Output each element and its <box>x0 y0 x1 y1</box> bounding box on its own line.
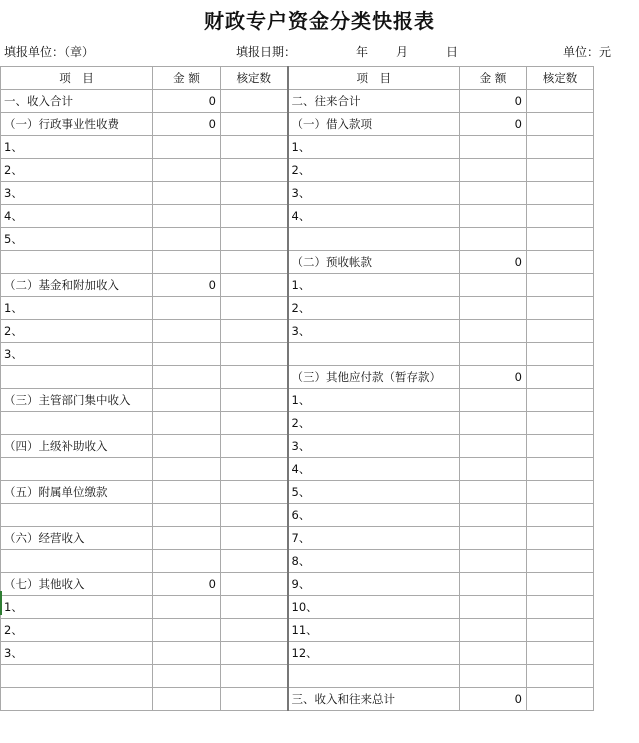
transfer-amount-cell[interactable] <box>460 573 527 596</box>
transfer-approved-cell[interactable] <box>527 205 594 228</box>
transfer-approved-cell[interactable] <box>527 619 594 642</box>
transfer-amount-cell[interactable] <box>460 642 527 665</box>
row-selection-marker <box>0 591 2 615</box>
transfer-item-cell[interactable]: 1、 <box>288 389 460 412</box>
transfer-amount-cell[interactable] <box>460 182 527 205</box>
table-row <box>1 90 594 113</box>
income-amount-cell[interactable]: 0 <box>153 90 221 113</box>
transfer-item-cell[interactable]: 3、 <box>288 320 460 343</box>
income-item-cell[interactable]: 一、收入合计 <box>1 90 153 113</box>
transfer-amount-cell[interactable] <box>460 527 527 550</box>
table-row <box>1 343 594 366</box>
table-row <box>1 389 594 412</box>
table-body <box>1 90 594 711</box>
transfer-amount-cell[interactable]: 0 <box>460 688 527 711</box>
transfer-approved-cell[interactable] <box>527 366 594 389</box>
transfer-item-cell[interactable]: 1、 <box>288 136 460 159</box>
transfer-amount-cell[interactable] <box>460 504 527 527</box>
income-item-cell[interactable] <box>1 458 153 481</box>
table-row <box>1 550 594 573</box>
reporting-unit-label: 填报单位：（章） <box>4 45 95 59</box>
transfer-item-cell[interactable]: 11、 <box>288 619 460 642</box>
income-item-cell[interactable]: （四）上级补助收入 <box>1 435 153 458</box>
income-item-cell[interactable] <box>1 688 153 711</box>
income-amount-cell[interactable] <box>153 458 221 481</box>
table-row <box>1 297 594 320</box>
header-row <box>1 67 594 90</box>
header-amount-left[interactable]: 金 额 <box>153 67 221 90</box>
transfer-item-cell[interactable]: 3、 <box>288 435 460 458</box>
transfer-approved-cell[interactable] <box>527 504 594 527</box>
transfer-amount-cell[interactable] <box>460 274 527 297</box>
transfer-item-cell[interactable]: （三）其他应付款（暂存款） <box>288 366 460 389</box>
transfer-item-cell[interactable]: 4、 <box>288 458 460 481</box>
transfer-item-cell[interactable]: （二）预收帐款 <box>288 251 460 274</box>
income-approved-cell[interactable] <box>221 435 288 458</box>
income-item-cell[interactable]: 3、 <box>1 182 153 205</box>
income-item-cell[interactable]: 2、 <box>1 159 153 182</box>
transfer-approved-cell[interactable] <box>527 343 594 366</box>
income-approved-cell[interactable] <box>221 688 288 711</box>
transfer-item-cell[interactable]: 4、 <box>288 205 460 228</box>
income-item-cell[interactable] <box>1 550 153 573</box>
transfer-approved-cell[interactable] <box>527 573 594 596</box>
table-row <box>1 596 594 619</box>
transfer-approved-cell[interactable] <box>527 458 594 481</box>
income-item-cell[interactable]: （七）其他收入 <box>1 573 153 596</box>
income-approved-cell[interactable] <box>221 228 288 251</box>
transfer-amount-cell[interactable]: 0 <box>460 366 527 389</box>
income-approved-cell[interactable] <box>221 90 288 113</box>
transfer-amount-cell[interactable] <box>460 389 527 412</box>
income-amount-cell[interactable] <box>153 412 221 435</box>
income-amount-cell[interactable] <box>153 251 221 274</box>
transfer-approved-cell[interactable] <box>527 274 594 297</box>
income-amount-cell[interactable] <box>153 619 221 642</box>
income-amount-cell[interactable] <box>153 205 221 228</box>
transfer-item-cell[interactable]: 12、 <box>288 642 460 665</box>
income-approved-cell[interactable] <box>221 159 288 182</box>
table-row <box>1 182 594 205</box>
report-table <box>0 66 594 711</box>
header-amount-right[interactable]: 金 额 <box>460 67 527 90</box>
income-approved-cell[interactable] <box>221 251 288 274</box>
header-item-right[interactable]: 项 目 <box>288 67 460 90</box>
income-approved-cell[interactable] <box>221 619 288 642</box>
transfer-amount-cell[interactable] <box>460 481 527 504</box>
transfer-item-cell[interactable]: 5、 <box>288 481 460 504</box>
transfer-approved-cell[interactable] <box>527 297 594 320</box>
table-row <box>1 274 594 297</box>
income-amount-cell[interactable] <box>153 527 221 550</box>
income-amount-cell[interactable] <box>153 159 221 182</box>
transfer-approved-cell[interactable] <box>527 389 594 412</box>
transfer-item-cell[interactable] <box>288 343 460 366</box>
transfer-amount-cell[interactable]: 0 <box>460 113 527 136</box>
income-item-cell[interactable]: （五）附属单位缴款 <box>1 481 153 504</box>
transfer-item-cell[interactable]: 7、 <box>288 527 460 550</box>
income-amount-cell[interactable] <box>153 389 221 412</box>
reporting-date-label: 填报日期： <box>236 45 297 59</box>
income-approved-cell[interactable] <box>221 596 288 619</box>
month-label: 月 <box>396 45 409 59</box>
income-amount-cell[interactable] <box>153 504 221 527</box>
transfer-amount-cell[interactable] <box>460 205 527 228</box>
transfer-approved-cell[interactable] <box>527 527 594 550</box>
income-approved-cell[interactable] <box>221 274 288 297</box>
income-amount-cell[interactable] <box>153 435 221 458</box>
table-row <box>1 159 594 182</box>
table-row <box>1 527 594 550</box>
transfer-amount-cell[interactable] <box>460 665 527 688</box>
income-item-cell[interactable]: 4、 <box>1 205 153 228</box>
transfer-approved-cell[interactable] <box>527 481 594 504</box>
income-amount-cell[interactable] <box>153 688 221 711</box>
transfer-amount-cell[interactable] <box>460 596 527 619</box>
income-approved-cell[interactable] <box>221 573 288 596</box>
transfer-amount-cell[interactable] <box>460 136 527 159</box>
transfer-approved-cell[interactable] <box>527 642 594 665</box>
income-item-cell[interactable]: 5、 <box>1 228 153 251</box>
income-approved-cell[interactable] <box>221 458 288 481</box>
table-row <box>1 412 594 435</box>
year-label: 年 <box>356 45 369 59</box>
income-amount-cell[interactable] <box>153 182 221 205</box>
income-approved-cell[interactable] <box>221 205 288 228</box>
transfer-amount-cell[interactable] <box>460 228 527 251</box>
transfer-amount-cell[interactable] <box>460 297 527 320</box>
table-row <box>1 205 594 228</box>
table-row <box>1 688 594 711</box>
transfer-item-cell[interactable]: 2、 <box>288 159 460 182</box>
transfer-item-cell[interactable]: 三、收入和往来总计 <box>288 688 460 711</box>
transfer-approved-cell[interactable] <box>527 412 594 435</box>
income-approved-cell[interactable] <box>221 113 288 136</box>
income-item-cell[interactable]: 2、 <box>1 619 153 642</box>
transfer-approved-cell[interactable] <box>527 90 594 113</box>
transfer-item-cell[interactable]: 二、往来合计 <box>288 90 460 113</box>
header-approved-right[interactable]: 核定数 <box>527 67 594 90</box>
income-amount-cell[interactable] <box>153 343 221 366</box>
income-amount-cell[interactable] <box>153 596 221 619</box>
income-item-cell[interactable] <box>1 366 153 389</box>
income-approved-cell[interactable] <box>221 642 288 665</box>
income-amount-cell[interactable] <box>153 665 221 688</box>
income-approved-cell[interactable] <box>221 136 288 159</box>
transfer-amount-cell[interactable]: 0 <box>460 251 527 274</box>
transfer-approved-cell[interactable] <box>527 182 594 205</box>
transfer-approved-cell[interactable] <box>527 228 594 251</box>
transfer-amount-cell[interactable] <box>460 435 527 458</box>
table-row <box>1 504 594 527</box>
income-approved-cell[interactable] <box>221 412 288 435</box>
transfer-amount-cell[interactable] <box>460 550 527 573</box>
income-amount-cell[interactable]: 0 <box>153 113 221 136</box>
income-approved-cell[interactable] <box>221 182 288 205</box>
income-item-cell[interactable]: 3、 <box>1 642 153 665</box>
income-amount-cell[interactable] <box>153 366 221 389</box>
income-item-cell[interactable]: （三）主管部门集中收入 <box>1 389 153 412</box>
income-item-cell[interactable]: （六）经营收入 <box>1 527 153 550</box>
header-approved-left[interactable]: 核定数 <box>221 67 288 90</box>
income-item-cell[interactable] <box>1 504 153 527</box>
table-row <box>1 481 594 504</box>
table-row <box>1 136 594 159</box>
income-item-cell[interactable] <box>1 665 153 688</box>
table-row <box>1 228 594 251</box>
income-approved-cell[interactable] <box>221 550 288 573</box>
transfer-item-cell[interactable]: 2、 <box>288 412 460 435</box>
table-row <box>1 320 594 343</box>
transfer-item-cell[interactable]: 8、 <box>288 550 460 573</box>
income-item-cell[interactable]: （二）基金和附加收入 <box>1 274 153 297</box>
income-approved-cell[interactable] <box>221 665 288 688</box>
reporting-date-fields <box>356 39 466 66</box>
transfer-amount-cell[interactable] <box>460 458 527 481</box>
income-item-cell[interactable]: （一）行政事业性收费 <box>1 113 153 136</box>
report-title: 财政专户资金分类快报表 <box>204 8 435 33</box>
transfer-amount-cell[interactable] <box>460 159 527 182</box>
income-approved-cell[interactable] <box>221 527 288 550</box>
income-approved-cell[interactable] <box>221 389 288 412</box>
income-item-cell[interactable]: 1、 <box>1 136 153 159</box>
transfer-approved-cell[interactable] <box>527 113 594 136</box>
transfer-amount-cell[interactable]: 0 <box>460 90 527 113</box>
transfer-amount-cell[interactable] <box>460 412 527 435</box>
income-approved-cell[interactable] <box>221 366 288 389</box>
income-approved-cell[interactable] <box>221 343 288 366</box>
table-row <box>1 458 594 481</box>
day-label: 日 <box>446 45 459 59</box>
transfer-item-cell[interactable] <box>288 665 460 688</box>
income-amount-cell[interactable] <box>153 550 221 573</box>
table-row <box>1 366 594 389</box>
income-approved-cell[interactable] <box>221 504 288 527</box>
income-amount-cell[interactable]: 0 <box>153 573 221 596</box>
transfer-item-cell[interactable]: 2、 <box>288 297 460 320</box>
table-row <box>1 573 594 596</box>
transfer-approved-cell[interactable] <box>527 550 594 573</box>
income-amount-cell[interactable] <box>153 228 221 251</box>
income-amount-cell[interactable]: 0 <box>153 274 221 297</box>
income-amount-cell[interactable] <box>153 642 221 665</box>
transfer-item-cell[interactable]: 6、 <box>288 504 460 527</box>
income-item-cell[interactable]: 3、 <box>1 343 153 366</box>
transfer-approved-cell[interactable] <box>527 688 594 711</box>
transfer-approved-cell[interactable] <box>527 665 594 688</box>
transfer-approved-cell[interactable] <box>527 596 594 619</box>
transfer-item-cell[interactable]: 10、 <box>288 596 460 619</box>
income-approved-cell[interactable] <box>221 481 288 504</box>
transfer-approved-cell[interactable] <box>527 435 594 458</box>
transfer-item-cell[interactable]: 1、 <box>288 274 460 297</box>
transfer-amount-cell[interactable] <box>460 619 527 642</box>
transfer-item-cell[interactable] <box>288 228 460 251</box>
income-item-cell[interactable]: 1、 <box>1 297 153 320</box>
transfer-approved-cell[interactable] <box>527 320 594 343</box>
table-row <box>1 435 594 458</box>
transfer-amount-cell[interactable] <box>460 320 527 343</box>
table-row <box>1 619 594 642</box>
transfer-item-cell[interactable]: 3、 <box>288 182 460 205</box>
currency-unit-label: 单位：元 <box>563 45 612 59</box>
income-approved-cell[interactable] <box>221 320 288 343</box>
income-item-cell[interactable]: 1、 <box>1 596 153 619</box>
income-amount-cell[interactable] <box>153 136 221 159</box>
transfer-approved-cell[interactable] <box>527 136 594 159</box>
income-approved-cell[interactable] <box>221 297 288 320</box>
transfer-approved-cell[interactable] <box>527 251 594 274</box>
income-amount-cell[interactable] <box>153 297 221 320</box>
table-row <box>1 251 594 274</box>
transfer-approved-cell[interactable] <box>527 159 594 182</box>
income-item-cell[interactable] <box>1 412 153 435</box>
transfer-item-cell[interactable]: （一）借入款项 <box>288 113 460 136</box>
transfer-item-cell[interactable]: 9、 <box>288 573 460 596</box>
income-item-cell[interactable]: 2、 <box>1 320 153 343</box>
table-row <box>1 113 594 136</box>
income-amount-cell[interactable] <box>153 481 221 504</box>
transfer-amount-cell[interactable] <box>460 343 527 366</box>
table-row <box>1 665 594 688</box>
income-item-cell[interactable] <box>1 251 153 274</box>
income-amount-cell[interactable] <box>153 320 221 343</box>
table-row <box>1 642 594 665</box>
header-item-left[interactable]: 项 目 <box>1 67 153 90</box>
